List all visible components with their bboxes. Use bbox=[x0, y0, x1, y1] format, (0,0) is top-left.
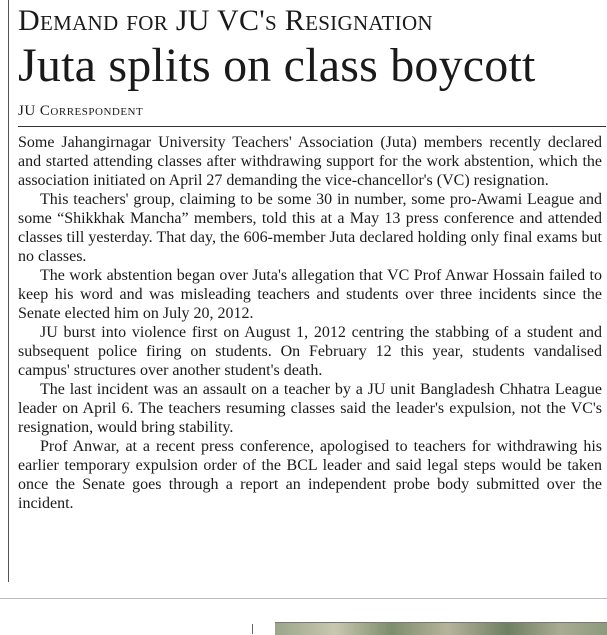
news-article bbox=[18, 0, 602, 513]
article-body bbox=[18, 133, 602, 513]
article-paragraph: This teachers' group, claiming to be some 30 in number, some pro-Awami League and some “Shikkhak Mancha” members, told this at a May 13 press conference and attended classes till yesterday. That day, the 606-member Juta declared holding only final exams but no classes. bbox=[18, 191, 602, 265]
article-paragraph: Some Jahangirnagar University Teachers' Association (Juta) members recently declared and started attending classes after withdrawing support for the work abstention, which the association initiated on April 27 demanding the vice-chancellor's (VC) resignation. bbox=[18, 134, 602, 189]
page-section-divider bbox=[0, 598, 607, 599]
article-byline: JU Correspondent bbox=[18, 103, 144, 119]
column-divider bbox=[252, 624, 253, 634]
article-kicker: Demand for JU VC's Resignation bbox=[18, 4, 433, 37]
article-paragraph: The last incident was an assault on a teacher by a JU unit Bangladesh Chhatra League leader on April 6. The teachers resuming classes said the leader's expulsion, not the VC's resignation, would bring stability. bbox=[18, 381, 602, 436]
article-paragraph: The work abstention began over Juta's allegation that VC Prof Anwar Hossain failed to keep his word and was misleading teachers and students over three incidents since the Senate elected him on July 20, 2012. bbox=[18, 267, 602, 322]
article-headline: Juta splits on class boycott bbox=[18, 39, 536, 92]
adjacent-photo-edge bbox=[275, 622, 607, 635]
article-paragraph: Prof Anwar, at a recent press conference, apologised to teachers for withdrawing his earlier temporary expulsion order of the BCL leader and said legal steps would be taken once the Senate goes through a report an independent probe body submitted over the incident. bbox=[18, 438, 602, 512]
byline-divider bbox=[18, 126, 606, 127]
left-column-rule bbox=[8, 0, 9, 582]
article-paragraph: JU burst into violence first on August 1, 2012 centring the stabbing of a student and subsequent police firing on students. On February 12 this year, students vandalised campus' structures over another student's death. bbox=[18, 324, 602, 379]
